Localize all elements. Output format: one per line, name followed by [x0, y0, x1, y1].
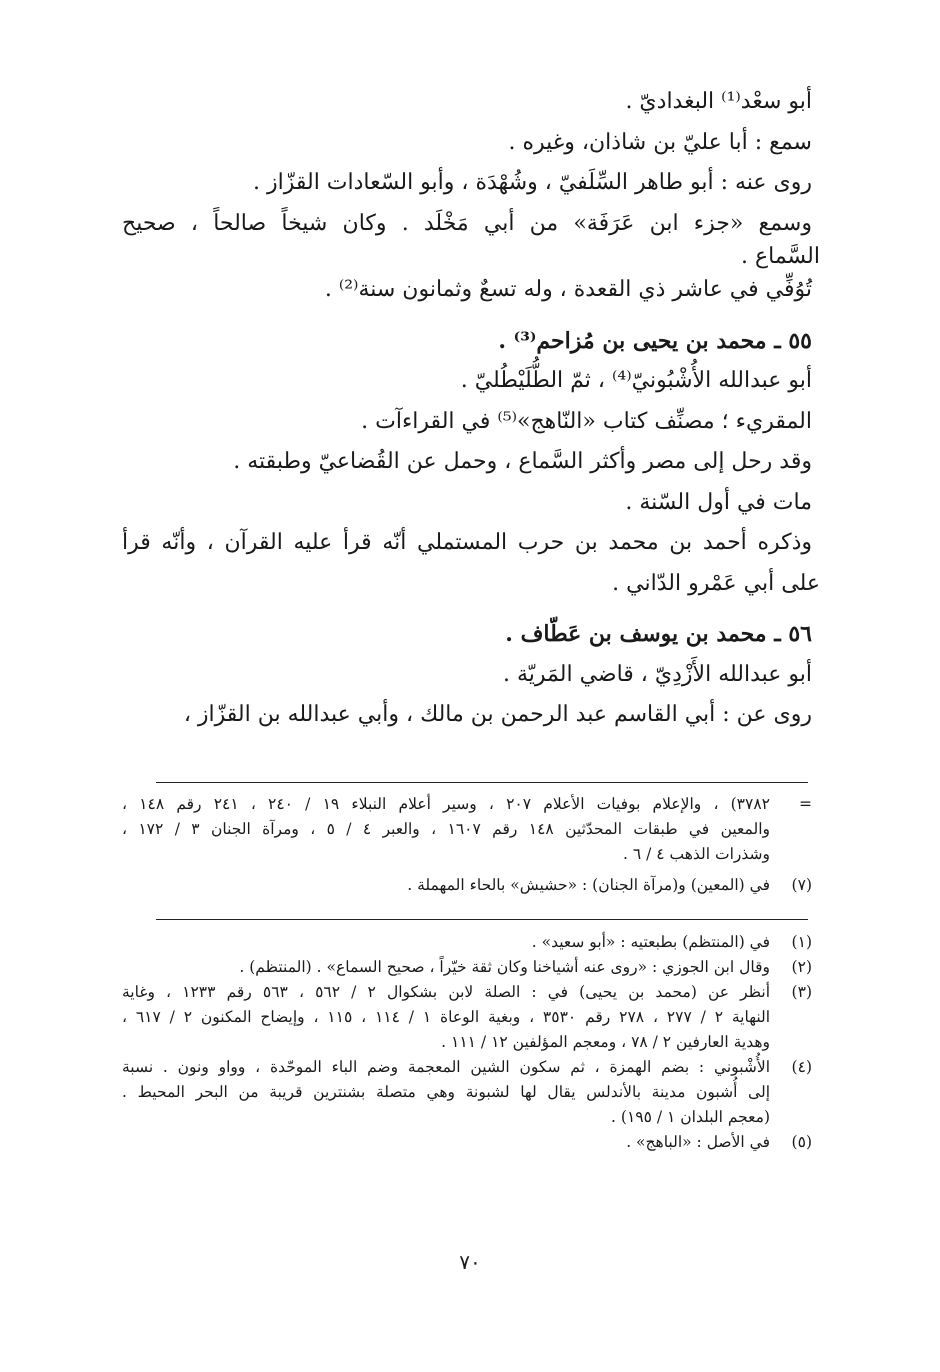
footnote — [122, 1055, 812, 1130]
text-line: وقد رحل إلى مصر وأكثر السَّماع ، وحمل عن القُضاعيّ وطبقته . — [233, 449, 812, 474]
footnote — [122, 1130, 812, 1155]
footnote-separator — [156, 919, 808, 920]
footnote-line: في (المنتظم) بطبعتيه : «أبو سعيد» . — [531, 933, 770, 951]
text-line: المقريء ؛ مصنِّف كتاب «النّاهج»⁽⁵⁾ في القراءآت . — [361, 408, 812, 434]
footnotes — [122, 930, 812, 1155]
footnote-line: وقال ابن الجوزي : «روى عنه أشياخنا وكان ثقة خيّراً ، صحيح السماع» . (المنتظم) . — [239, 958, 770, 976]
footnote-line: أنظر عن (محمد بن يحيى) في : الصلة لابن بشكوال ٢ / ٥٦٢ ، ٥٦٣ رقم ١٢٣٣ ، وغاية — [122, 983, 771, 1001]
text-line: وسمع «جزء ابن عَرَفَة» من أبي مَخْلَد . وكان شيخاً صالحاً ، صحيح — [122, 210, 812, 236]
entry-heading: ٥٦ ـ محمد بن يوسف بن عَطّاف . — [505, 621, 812, 647]
text-line: روى عنه : أبو طاهر السِّلَفيّ ، وشُهْدَة ، وأبو السّعادات القزّاز . — [253, 170, 812, 195]
text-line: مات في أول السّنة . — [625, 489, 812, 515]
footnote — [122, 792, 812, 867]
footnote-line: في الأصل : «الباهج» . — [626, 1133, 770, 1151]
footnote — [122, 955, 812, 980]
footnote-line: وشذرات الذهب ٤ / ٦ . — [623, 845, 770, 863]
text-line: وذكره أحمد بن محمد بن حرب المستملي أنّه قرأ عليه القرآن ، وأنّه قرأ — [122, 530, 812, 555]
footnote-number: = — [799, 795, 812, 813]
footnote-number: (٣) — [791, 983, 812, 1001]
text-line: سمع : أبا عليّ بن شاذان، وغيره . — [508, 129, 812, 155]
footnote-line: إلى أُشبون مدينة بالأندلس يقال لها لشبونة وهي متصلة بشنترين قريبة من البحر المحيط . — [122, 1083, 770, 1101]
footnote-line: الأُشْبوني : بضم الهمزة ، ثم سكون الشين المعجمة وضم الباء الموحّدة ، وواو ونون . نسبة — [122, 1058, 770, 1076]
footnote-number: (١) — [791, 933, 812, 951]
footnote-line: والمعين في طبقات المحدّثين ١٤٨ رقم ١٦٠٧ ، والعبر ٤ / ٥ ، ومرآة الجنان ٣ / ١٧٢ ، — [122, 820, 770, 838]
text-line: أبو عبدالله الأُشْبُونيّ⁽⁴⁾ ، ثمّ الطُّلَيْطُليّ . — [460, 368, 812, 393]
footnote — [122, 930, 812, 955]
footnote-number: (٥) — [791, 1133, 812, 1151]
footnote-separator — [156, 782, 808, 783]
text-line: أبو عبدالله الأَزْدِيّ ، قاضي المَريّة . — [503, 661, 812, 687]
footnote-number: (٤) — [791, 1058, 812, 1076]
text-line: السَّماع . — [741, 244, 820, 269]
text-line: تُوُفِّي في عاشر ذي القعدة ، وله تسعٌ وثمانون سنة⁽²⁾ . — [324, 277, 812, 302]
footnote-number: (٧) — [791, 876, 812, 894]
main-text — [122, 82, 820, 736]
footnote-number: (٢) — [791, 958, 812, 976]
footnote — [122, 873, 812, 898]
footnote-line: النهاية ٢ / ٢٧٧ ، ٢٧٨ رقم ٣٥٣٠ ، وبغية الوعاة ١ / ١١٤ ، ١١٥ ، وإيضاح المكنون ٢ / ٦١٧ ، — [122, 1008, 771, 1026]
text-line: أبو سعْد⁽¹⁾ البغداديّ . — [625, 89, 812, 114]
entry-heading: ٥٥ ـ محمد بن يحيى بن مُزاحم⁽³⁾ . — [498, 327, 812, 354]
page-number: ٧٠ — [459, 1250, 481, 1274]
footnote-line: وهدية العارفين ٢ / ٧٨ ، ومعجم المؤلفين ١٢ / ١١١ . — [441, 1033, 770, 1051]
continued-footnotes — [122, 792, 812, 898]
text-line: روى عن : أبي القاسم عبد الرحمن بن مالك ، وأبي عبدالله بن القزّاز ، — [183, 702, 812, 727]
footnote-line: في (المعين) و(مرآة الجنان) : «حشيش» بالحاء المهملة . — [407, 876, 770, 894]
text-line: على أبي عَمْرو الدّاني . — [612, 570, 820, 596]
footnote-line: (معجم البلدان ١ / ١٩٥) . — [611, 1108, 770, 1126]
footnote-line: ٣٧٨٢) ، والإعلام بوفيات الأعلام ٢٠٧ ، وسير أعلام النبلاء ١٩ / ٢٤٠ ، ٢٤١ رقم ١٤٨ ، — [122, 795, 770, 813]
footnote — [122, 980, 812, 1055]
